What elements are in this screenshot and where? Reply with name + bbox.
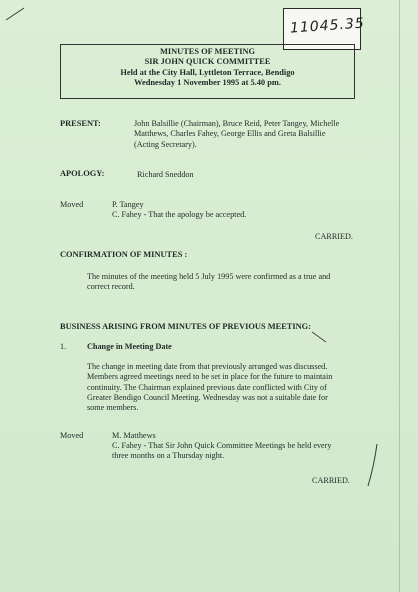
present-line-2: Matthews, Charles Fahey, George Ellis and Greta Balsillie bbox=[134, 129, 326, 139]
motion1-moved-label: Moved bbox=[60, 200, 84, 209]
item-title: Change in Meeting Date bbox=[87, 342, 172, 351]
confirmation-text bbox=[87, 272, 355, 293]
motion2-moved-label: Moved bbox=[60, 431, 84, 440]
item-line-4: Greater Bendigo Council Meeting. Wednesday was not a suitable date for bbox=[87, 392, 328, 402]
present-line-3: (Acting Secretary). bbox=[134, 139, 197, 149]
confirmation-heading: CONFIRMATION OF MINUTES : bbox=[60, 250, 188, 259]
present-label: PRESENT: bbox=[60, 119, 101, 128]
item-line-5: some members. bbox=[87, 403, 139, 413]
header-committee: SIR JOHN QUICK COMMITTEE bbox=[144, 57, 271, 67]
item-line-3: continuity. The Chairman explained previous date conflicted with City of bbox=[87, 382, 327, 392]
motion2-mover: M. Matthews bbox=[112, 431, 156, 440]
pen-stroke-mark bbox=[310, 330, 330, 344]
motion2-result: CARRIED. bbox=[312, 476, 350, 485]
motion1-result: CARRIED. bbox=[315, 232, 353, 241]
present-attendees bbox=[134, 119, 354, 150]
motion1-mover: P. Tangey bbox=[112, 200, 144, 209]
header-date: Wednesday 1 November 1995 at 5.40 pm. bbox=[134, 78, 281, 88]
minutes-header bbox=[60, 44, 355, 99]
business-heading: BUSINESS ARISING FROM MINUTES OF PREVIOUS MEETING: bbox=[60, 322, 311, 331]
item-line-2: Members agreed meetings need to be set in place for the future to maintain bbox=[87, 372, 333, 382]
item-body bbox=[87, 362, 357, 413]
page-edge-line bbox=[399, 0, 400, 592]
reference-number: 11045.35 bbox=[289, 15, 366, 37]
motion1-seconder: C. Fahey - That the apology be accepted. bbox=[112, 210, 247, 219]
item-line-1: The change in meeting date from that previously arranged was discussed. bbox=[87, 362, 328, 371]
item-number: 1. bbox=[60, 342, 67, 351]
apology-label: APOLOGY: bbox=[60, 169, 105, 178]
pen-stroke-mark bbox=[4, 4, 30, 22]
confirmation-line-2: correct record. bbox=[87, 282, 135, 292]
present-line-1: John Balsillie (Chairman), Bruce Reid, Peter Tangey, Michelle bbox=[134, 119, 340, 128]
header-title: MINUTES OF MEETING bbox=[159, 47, 256, 56]
check-mark-icon bbox=[366, 442, 380, 490]
confirmation-line-1: The minutes of the meeting held 5 July 1995 were confirmed as a true and bbox=[87, 272, 331, 281]
motion2-seconder-line-1: C. Fahey - That Sir John Quick Committee Meetings be held every bbox=[112, 441, 332, 450]
apology-name: Richard Sneddon bbox=[137, 170, 194, 179]
motion2-seconder-line-2: three months on a Thursday night. bbox=[112, 451, 225, 460]
header-venue: Held at the City Hall, Lyttleton Terrace, Bendigo bbox=[120, 67, 295, 77]
